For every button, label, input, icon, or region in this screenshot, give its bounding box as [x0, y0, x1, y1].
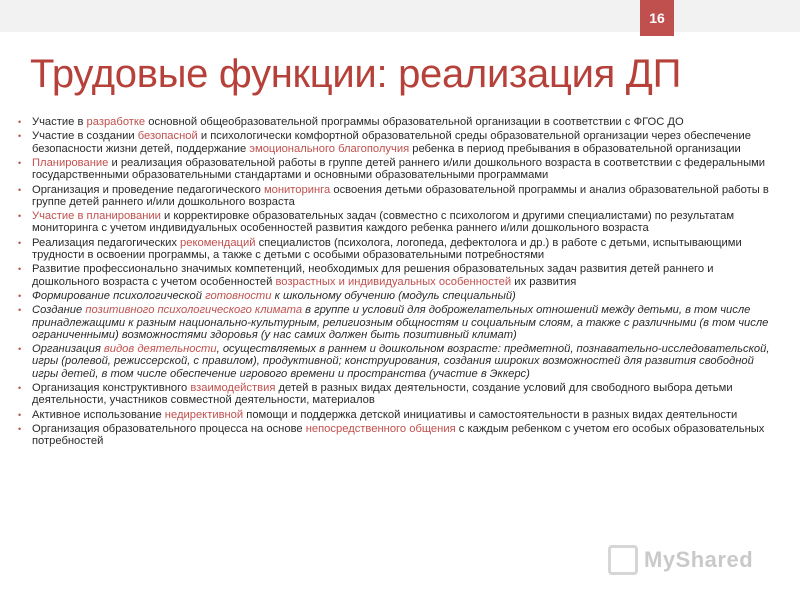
bullet-item: [14, 184, 776, 208]
bullet-item: [14, 290, 776, 302]
bullet-text: с каждым ребенком с учетом его особых образовательных потребностей: [32, 422, 765, 448]
highlighted-term: безопасной: [137, 130, 198, 143]
highlighted-term: разработке: [86, 116, 146, 128]
bullet-item: [14, 157, 776, 181]
bullet-text: Организация образовательного процесса на основе: [32, 422, 306, 435]
bullet-text: Формирование психологической: [32, 289, 206, 302]
bullet-item: [14, 343, 776, 380]
bullet-text: Участие в создании: [32, 130, 138, 143]
highlighted-term: эмоционального благополучия: [249, 142, 410, 155]
bullet-item: [14, 263, 776, 287]
bullet-text: освоения детьми образовательной программы и анализ образовательной работы в группе детей раннего и/или дошкольного возраста: [32, 183, 769, 208]
bullet-item: [14, 304, 776, 341]
bullet-text: в группе и условий для доброжелательных отношений между детьми, в том числе принадлежащими к разным национально-культурным, религиозным общностям и социальным слоям, а также с различными (в том числе ограниченными) возможностями здоровья (у нас самих должен быть позитивный климат): [32, 304, 769, 341]
bullet-text: Организация конструктивного: [32, 381, 191, 394]
bullet-list: [14, 116, 776, 450]
highlighted-term: недирективной: [164, 408, 244, 421]
highlighted-term: непосредственного общения: [305, 422, 456, 435]
highlighted-term: готовности: [205, 289, 272, 302]
watermark-text: MyShared: [644, 547, 754, 572]
highlighted-term: Участие в планировании: [32, 210, 161, 223]
bullet-item: [14, 382, 776, 406]
bullet-text: их развития: [511, 275, 577, 288]
bullet-text: к школьному обучению (модуль специальный): [271, 289, 516, 302]
bullet-text: Реализация педагогических: [32, 236, 181, 249]
highlighted-term: взаимодействия: [190, 381, 276, 394]
highlighted-term: возрастных и индивидуальных особенностей: [275, 275, 512, 288]
bullet-text: Развитие профессионально значимых компетенций, необходимых для решения образовательных задач развития детей раннего и дошкольного возраста с учетом особенностей: [32, 263, 714, 288]
bullet-item: [14, 409, 776, 421]
slide-title: Трудовые функции: реализация ДП: [30, 52, 682, 96]
bullet-text: специалистов (психолога, логопеда, дефектолога и др.) в работе с детьми, испытывающими трудности в освоении программы, а также с детьми с особыми образовательными потребностями: [32, 236, 742, 261]
bullet-text: основной общеобразовательной программы образовательной организации в соответствии с ФГОС ДО: [145, 116, 684, 128]
bullet-item: [14, 116, 776, 128]
bullet-item: [14, 130, 776, 154]
bullet-item: [14, 423, 776, 447]
bullet-item: [14, 210, 776, 234]
bullet-text: и корректировке образовательных задач (совместно с психологом и другими специалистами) по результатам мониторинга с учетом индивидуальных особенностей развития каждого ребенка раннего и/или дошкольного возраста: [32, 210, 735, 235]
highlighted-term: видов деятельности: [103, 343, 217, 356]
highlighted-term: Планирование: [32, 156, 109, 169]
bullet-text: Организация: [32, 343, 104, 356]
bullet-text: , осуществляемых в раннем и дошкольном возрасте: предметной, познавательно-исследовательской, игры (ролевой, режиссерской, с правилом), продуктивной; конструирования, создания широких возможностей для развития свободной игры детей, в том числе обеспечение игрового времени и пространства (участие в Эккерс): [32, 343, 770, 380]
bullet-text: Участие в: [32, 116, 87, 128]
bullet-text: и психологически комфортной образовательной среды образовательной организации через обеспечение безопасности жизни детей, поддержание: [32, 130, 751, 155]
bullet-text: Активное использование: [32, 408, 165, 421]
bullet-text: ребенка в период пребывания в образовательной организации: [409, 142, 741, 155]
bullet-text: Создание: [32, 304, 86, 317]
watermark: [608, 540, 753, 580]
highlighted-term: рекомендаций: [180, 236, 256, 249]
slide-number-badge: 16: [640, 0, 674, 36]
bullet-text: и реализация образовательной работы в группе детей раннего и/или дошкольного возраста в соответствии с федеральными государственными образовательными стандартами и основными образовательными программами: [32, 156, 766, 182]
bullet-text: детей в разных видах деятельности, создание условий для свободного выбора детьми деятельности, участников совместной деятельности, материалов: [32, 381, 733, 407]
bullet-text: помощи и поддержка детской инициативы и самостоятельности в разных видах деятельности: [243, 408, 738, 421]
highlighted-term: позитивного психологического климата: [85, 304, 303, 317]
watermark-logo-icon: [608, 545, 638, 575]
highlighted-term: мониторинга: [263, 183, 331, 196]
bullet-text: Организация и проведение педагогического: [32, 183, 264, 196]
top-bar: [0, 0, 800, 32]
bullet-item: [14, 237, 776, 261]
